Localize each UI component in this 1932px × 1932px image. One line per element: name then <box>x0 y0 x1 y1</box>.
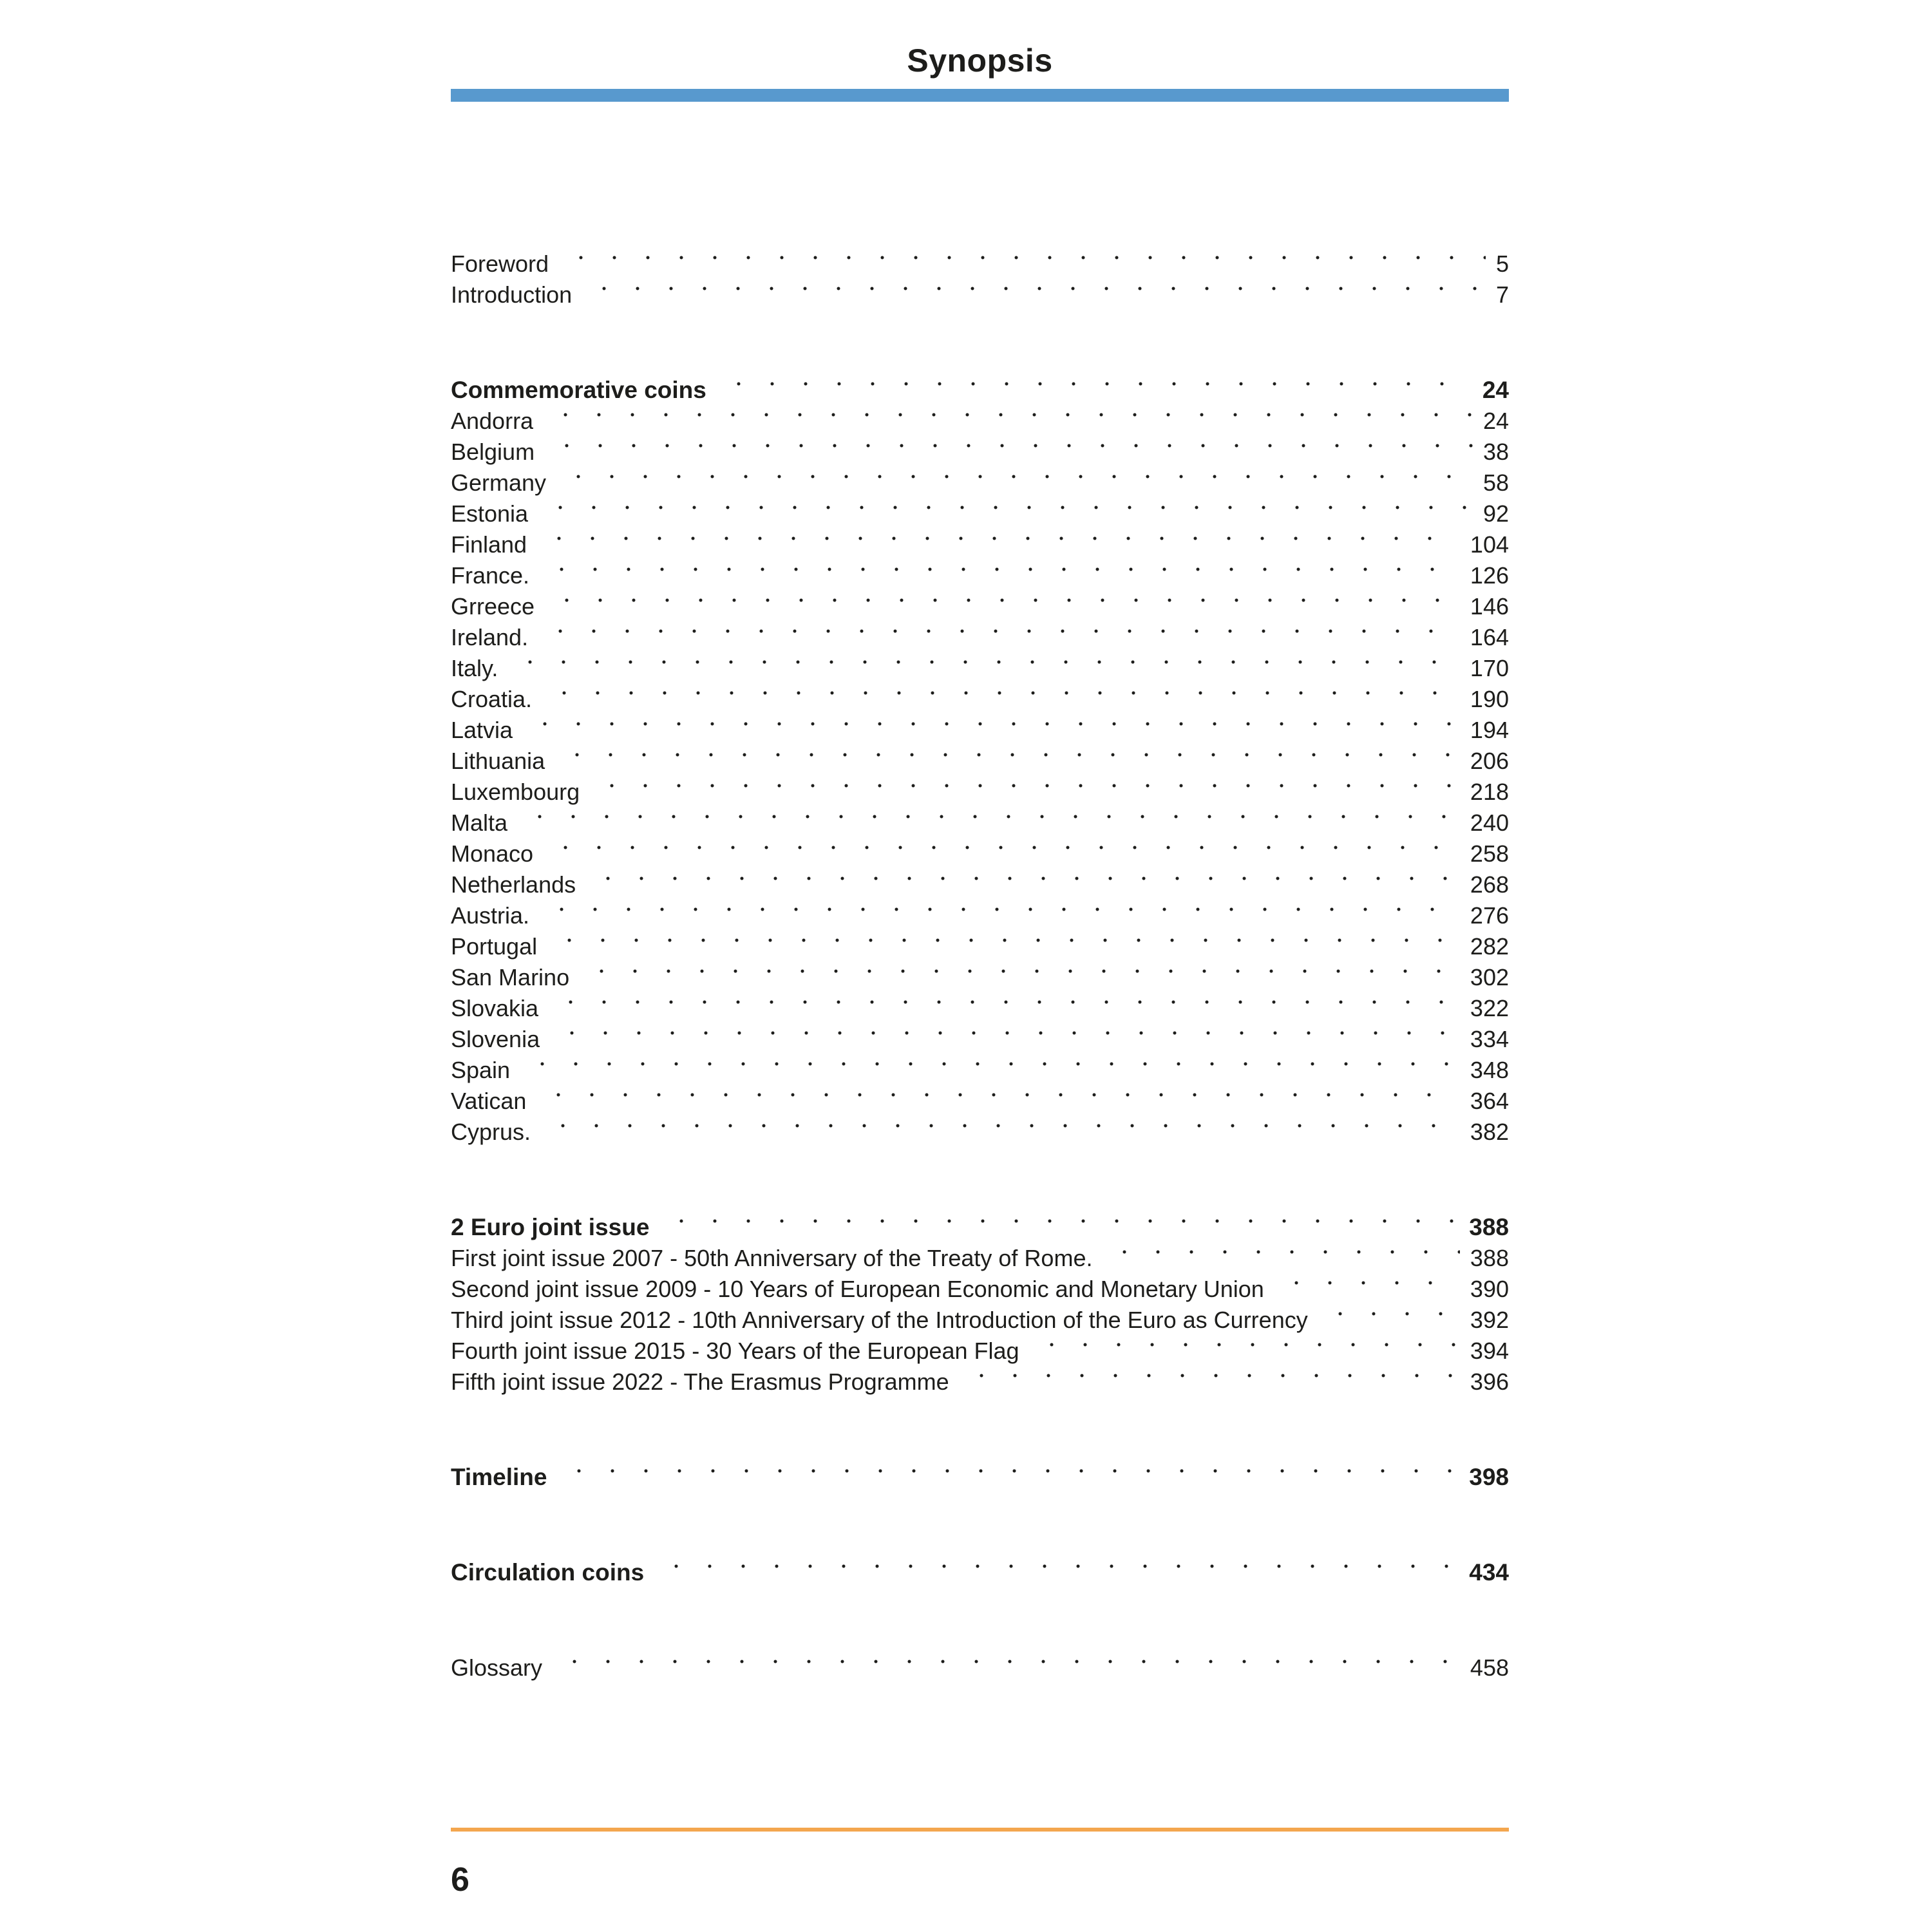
toc-row <box>451 498 1509 529</box>
toc-entry-label: Glossary <box>451 1654 543 1681</box>
dot-leader <box>541 622 1460 653</box>
toc-entry-page: 104 <box>1470 531 1509 558</box>
toc-row <box>451 437 1509 468</box>
dot-leader <box>546 406 1473 437</box>
toc-entry-label: Cyprus. <box>451 1119 531 1145</box>
dot-leader <box>555 1653 1460 1683</box>
dot-leader <box>592 777 1460 808</box>
toc-entry-label: Fourth joint issue 2015 - 30 Years of the European Flag <box>451 1338 1019 1364</box>
toc-entry-page: 392 <box>1470 1307 1509 1333</box>
dot-leader <box>562 249 1486 279</box>
toc-row <box>451 653 1509 684</box>
toc-entry-label: Commemorative coins <box>451 377 706 403</box>
toc-entry-label: 2 Euro joint issue <box>451 1214 650 1240</box>
toc-entry-label: Second joint issue 2009 - 10 Years of European Economic and Monetary Union <box>451 1276 1264 1302</box>
toc-row <box>451 249 1509 279</box>
toc-entry-label: Finland <box>451 531 527 558</box>
toc-entry-label: France. <box>451 562 530 589</box>
toc-entry-page: 390 <box>1470 1276 1509 1302</box>
dot-leader <box>560 1462 1459 1493</box>
dot-leader <box>539 1086 1460 1117</box>
toc-entry-label: Italy. <box>451 655 498 681</box>
toc-group <box>451 1212 1509 1397</box>
dot-leader <box>526 715 1460 746</box>
toc-entry-label: Andorra <box>451 408 534 434</box>
toc-row <box>451 1462 1509 1493</box>
toc-entry-label: Slovenia <box>451 1026 540 1052</box>
toc-entry-label: Estonia <box>451 500 529 527</box>
toc-entry-page: 38 <box>1482 439 1509 465</box>
toc-entry-page: 276 <box>1470 902 1509 929</box>
toc-entry-label: Belgium <box>451 439 535 465</box>
toc-row <box>451 962 1509 993</box>
dot-leader <box>542 900 1460 931</box>
toc-entry-page: 126 <box>1470 562 1509 589</box>
toc-row <box>451 684 1509 715</box>
toc-entry-label: Luxembourg <box>451 779 580 805</box>
toc-entry-label: Malta <box>451 810 508 836</box>
content-column <box>451 0 1509 1900</box>
dot-leader <box>544 1117 1460 1148</box>
table-of-contents <box>451 249 1509 1683</box>
toc-entry-page: 302 <box>1470 964 1509 990</box>
dot-leader <box>1277 1274 1460 1305</box>
dot-leader <box>585 279 1486 310</box>
toc-entry-label: Third joint issue 2012 - 10th Anniversary of the Introduction of the Euro as Currency <box>451 1307 1308 1333</box>
toc-entry-page: 92 <box>1482 500 1509 527</box>
dot-leader <box>511 653 1460 684</box>
toc-row <box>451 1086 1509 1117</box>
dot-leader <box>547 591 1460 622</box>
toc-entry-page: 458 <box>1470 1654 1509 1681</box>
toc-entry-label: Austria. <box>451 902 530 929</box>
dot-leader <box>542 560 1460 591</box>
toc-row <box>451 1212 1509 1243</box>
dot-leader <box>719 375 1472 406</box>
toc-row <box>451 808 1509 838</box>
toc-row <box>451 715 1509 746</box>
toc-row <box>451 869 1509 900</box>
dot-leader <box>540 529 1460 560</box>
toc-group <box>451 1557 1509 1588</box>
toc-row <box>451 468 1509 498</box>
toc-entry-page: 394 <box>1470 1338 1509 1364</box>
toc-row <box>451 993 1509 1024</box>
toc-row <box>451 838 1509 869</box>
page-title: Synopsis <box>907 43 1053 79</box>
toc-entry-page: 218 <box>1470 779 1509 805</box>
toc-entry-page: 382 <box>1470 1119 1509 1145</box>
toc-entry-label: Croatia. <box>451 686 533 712</box>
toc-entry-page: 206 <box>1470 748 1509 774</box>
toc-row <box>451 1243 1509 1274</box>
toc-row <box>451 777 1509 808</box>
dot-leader <box>1105 1243 1459 1274</box>
toc-row <box>451 931 1509 962</box>
toc-group <box>451 249 1509 310</box>
toc-entry-page: 322 <box>1470 995 1509 1021</box>
dot-leader <box>545 684 1460 715</box>
dot-leader <box>550 931 1460 962</box>
toc-row <box>451 1055 1509 1086</box>
toc-entry-label: First joint issue 2007 - 50th Anniversary of the Treaty of Rome. <box>451 1245 1093 1271</box>
toc-entry-page: 5 <box>1495 251 1509 277</box>
toc-entry-page: 24 <box>1482 377 1509 403</box>
dot-leader <box>546 838 1460 869</box>
toc-entry-page: 388 <box>1469 1214 1509 1240</box>
toc-entry-label: Monaco <box>451 840 534 867</box>
toc-entry-page: 58 <box>1482 469 1509 496</box>
toc-entry-page: 240 <box>1470 810 1509 836</box>
toc-row <box>451 1305 1509 1336</box>
toc-row <box>451 900 1509 931</box>
toc-entry-page: 194 <box>1470 717 1509 743</box>
toc-entry-label: Spain <box>451 1057 511 1083</box>
toc-entry-page: 268 <box>1470 871 1509 898</box>
toc-entry-label: Fifth joint issue 2022 - The Erasmus Programme <box>451 1368 949 1395</box>
toc-group <box>451 1653 1509 1683</box>
toc-entry-page: 348 <box>1470 1057 1509 1083</box>
dot-leader <box>962 1367 1460 1397</box>
toc-entry-label: Foreword <box>451 251 549 277</box>
dot-leader <box>1321 1305 1460 1336</box>
toc-entry-label: Netherlands <box>451 871 576 898</box>
toc-row <box>451 1367 1509 1397</box>
toc-row <box>451 1653 1509 1683</box>
toc-row <box>451 529 1509 560</box>
toc-row <box>451 560 1509 591</box>
toc-entry-page: 388 <box>1470 1245 1509 1271</box>
dot-leader <box>523 1055 1460 1086</box>
toc-entry-page: 282 <box>1470 933 1509 960</box>
toc-row <box>451 1274 1509 1305</box>
toc-row <box>451 279 1509 310</box>
page-number: 6 <box>451 1861 469 1899</box>
toc-entry-page: 170 <box>1470 655 1509 681</box>
toc-row <box>451 1117 1509 1148</box>
toc-entry-page: 164 <box>1470 624 1509 650</box>
toc-entry-page: 364 <box>1470 1088 1509 1114</box>
toc-entry-label: Ireland. <box>451 624 529 650</box>
dot-leader <box>541 498 1473 529</box>
toc-entry-page: 398 <box>1469 1464 1509 1490</box>
title-underline-bar <box>451 89 1509 102</box>
dot-leader <box>559 468 1473 498</box>
toc-group <box>451 375 1509 1148</box>
toc-row <box>451 375 1509 406</box>
dot-leader <box>662 1212 1459 1243</box>
toc-entry-label: Grreece <box>451 593 535 620</box>
toc-entry-label: Germany <box>451 469 547 496</box>
toc-entry-label: San Marino <box>451 964 570 990</box>
toc-row <box>451 622 1509 653</box>
dot-leader <box>553 1024 1460 1055</box>
footer-rule <box>451 1828 1509 1832</box>
dot-leader <box>547 437 1473 468</box>
toc-entry-label: Introduction <box>451 281 573 308</box>
dot-leader <box>558 746 1460 777</box>
toc-row <box>451 591 1509 622</box>
toc-entry-page: 396 <box>1470 1368 1509 1395</box>
toc-entry-label: Latvia <box>451 717 513 743</box>
dot-leader <box>589 869 1460 900</box>
toc-entry-label: Vatican <box>451 1088 527 1114</box>
toc-entry-page: 24 <box>1482 408 1509 434</box>
toc-row <box>451 406 1509 437</box>
toc-entry-label: Portugal <box>451 933 538 960</box>
dot-leader <box>582 962 1460 993</box>
toc-entry-page: 7 <box>1495 281 1509 308</box>
dot-leader <box>551 993 1460 1024</box>
toc-entry-label: Timeline <box>451 1464 547 1490</box>
dot-leader <box>1032 1336 1460 1367</box>
toc-entry-page: 190 <box>1470 686 1509 712</box>
toc-entry-label: Slovakia <box>451 995 539 1021</box>
toc-row <box>451 1336 1509 1367</box>
dot-leader <box>520 808 1460 838</box>
dot-leader <box>657 1557 1459 1588</box>
toc-entry-page: 334 <box>1470 1026 1509 1052</box>
toc-row <box>451 1557 1509 1588</box>
toc-entry-label: Lithuania <box>451 748 545 774</box>
toc-entry-page: 146 <box>1470 593 1509 620</box>
toc-entry-page: 434 <box>1469 1559 1509 1586</box>
toc-row <box>451 1024 1509 1055</box>
toc-entry-label: Circulation coins <box>451 1559 645 1586</box>
toc-group <box>451 1462 1509 1493</box>
toc-row <box>451 746 1509 777</box>
toc-entry-page: 258 <box>1470 840 1509 867</box>
